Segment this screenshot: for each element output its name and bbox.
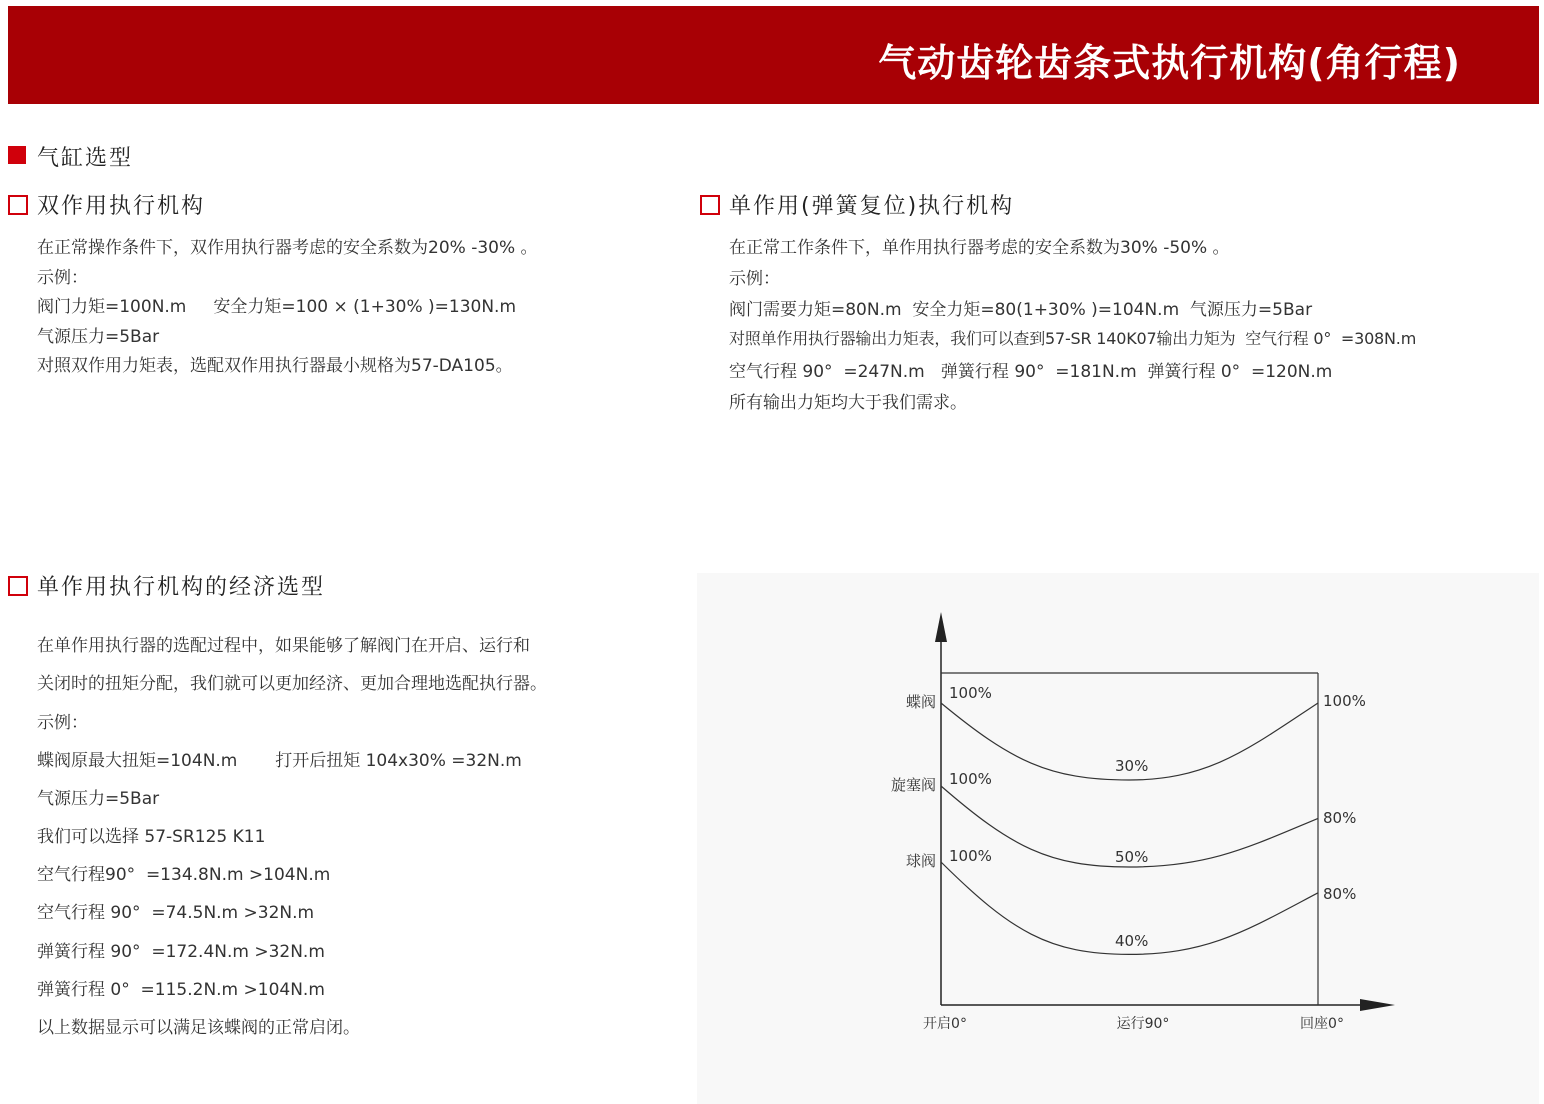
x-tick-label: 开启0° <box>923 1016 967 1032</box>
economic-line: 关闭时的扭矩分配，我们就可以更加经济、更加合理地选配执行器。 <box>37 674 547 694</box>
x-axis-arrow-icon <box>1360 999 1395 1011</box>
economic-line: 弹簧行程 90° =172.4N.m >32N.m <box>37 942 325 962</box>
series-name-butterfly-valve: 蝶阀 <box>905 693 936 711</box>
data-label: 100% <box>949 684 992 702</box>
double-acting-line: 阀门力矩=100N.m 安全力矩=100 × (1+30% )=130N.m <box>37 297 517 317</box>
single-acting-line: 在正常工作条件下，单作用执行器考虑的安全系数为30% -50% 。 <box>729 238 1230 258</box>
double-acting-line: 示例： <box>37 268 88 288</box>
data-label: 30% <box>1115 757 1149 775</box>
data-label: 100% <box>949 847 992 865</box>
economic-line: 气源压力=5Bar <box>37 789 160 809</box>
data-label: 50% <box>1115 848 1149 866</box>
economic-line: 示例： <box>37 713 88 733</box>
series-name-ball-valve: 球阀 <box>905 852 936 870</box>
double-acting-title: 双作用执行机构 <box>37 194 206 219</box>
double-acting-line: 对照双作用力矩表，选配双作用执行器最小规格为57-DA105。 <box>37 356 513 376</box>
single-acting-line: 阀门需要力矩=80N.m 安全力矩=80(1+30% )=104N.m 气源压力=5Bar <box>729 300 1313 320</box>
single-acting-line: 空气行程 90° =247N.m 弹簧行程 90° =181N.m 弹簧行程 0° =120N.m <box>729 362 1333 382</box>
section-title: 气缸选型 <box>37 146 134 171</box>
economic-line: 弹簧行程 0° =115.2N.m >104N.m <box>37 980 325 1000</box>
economic-line: 我们可以选择 57-SR125 K11 <box>37 827 266 847</box>
single-acting-line: 所有输出力矩均大于我们需求。 <box>729 393 967 413</box>
double-acting-line: 气源压力=5Bar <box>37 327 160 347</box>
data-label: 100% <box>949 770 992 788</box>
economic-title: 单作用执行机构的经济选型 <box>37 575 326 600</box>
economic-line: 空气行程90° =134.8N.m >104N.m <box>37 865 331 885</box>
double-acting-line: 在正常操作条件下，双作用执行器考虑的安全系数为20% -30% 。 <box>37 238 538 258</box>
data-label: 40% <box>1115 932 1149 950</box>
data-label: 100% <box>1323 692 1366 710</box>
single-acting-line: 对照单作用执行器输出力矩表，我们可以查到57-SR 140K07输出力矩为 空气行程 0° =308N.m <box>729 329 1417 348</box>
data-label: 80% <box>1323 809 1357 827</box>
economic-line: 以上数据显示可以满足该蝶阀的正常启闭。 <box>37 1018 360 1038</box>
x-tick-label: 运行90° <box>1116 1016 1170 1032</box>
y-axis-arrow-icon <box>935 612 947 642</box>
single-acting-title: 单作用(弹簧复位)执行机构 <box>729 194 1015 219</box>
series-name-plug-valve: 旋塞阀 <box>890 776 936 794</box>
single-acting-line: 示例： <box>729 269 780 289</box>
economic-line: 蝶阀原最大扭矩=104N.m 打开后扭矩 104x30% =32N.m <box>37 751 522 771</box>
page-title: 气动齿轮齿条式执行机构(角行程) <box>878 41 1461 85</box>
economic-line: 空气行程 90° =74.5N.m >32N.m <box>37 903 315 923</box>
x-tick-label: 回座0° <box>1300 1016 1344 1032</box>
data-label: 80% <box>1323 885 1357 903</box>
economic-line: 在单作用执行器的选配过程中，如果能够了解阀门在开启、运行和 <box>37 636 530 656</box>
